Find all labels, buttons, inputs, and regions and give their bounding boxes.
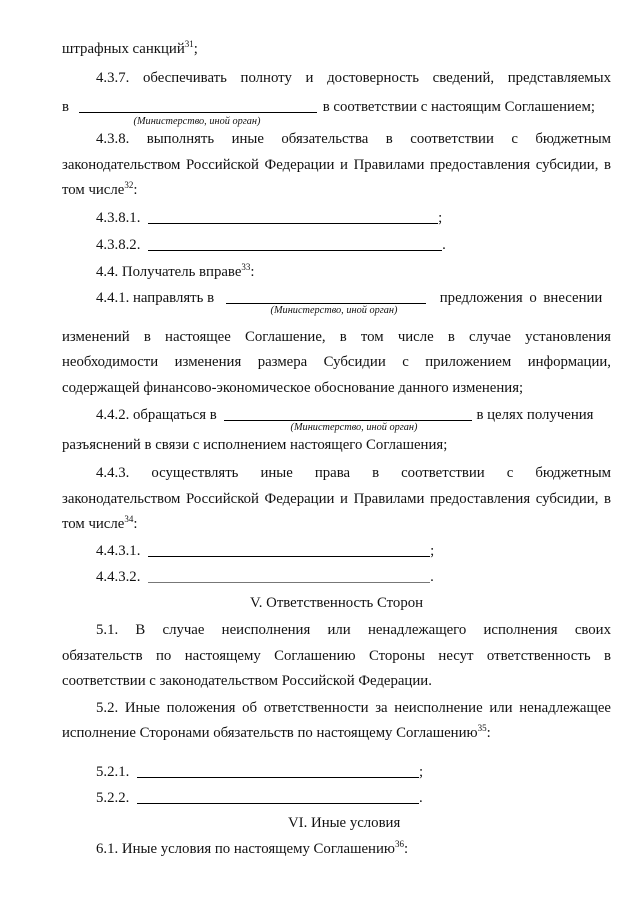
line-text: 6.1. Иные условия по настоящему Соглашению (96, 841, 395, 857)
line-punct: ; (430, 543, 435, 559)
fill-in-blank[interactable] (148, 541, 430, 557)
line-punct: : (250, 264, 255, 280)
footnote-ref: 32 (124, 180, 134, 190)
fill-in-blank[interactable] (148, 235, 442, 251)
line-punct: ; (193, 41, 198, 57)
clause-4-4-3: 4.4.3. осуществлять иные права в соответствии с бюджетным (96, 465, 611, 481)
fill-in-blank[interactable] (148, 208, 438, 224)
line-text: штрафных санкций (62, 41, 185, 57)
text-line (62, 722, 611, 744)
clause-4-3-8-2 (96, 234, 611, 256)
fill-in-blank[interactable] (226, 288, 426, 304)
blank-caption: (Министерство, иной орган) (270, 305, 398, 316)
text-line: необходимости изменения размера Субсидии с приложением информации, (62, 354, 611, 370)
line-punct: : (486, 725, 491, 741)
line-text: 4.4.3.2. (96, 569, 141, 585)
text-line: соответствии с законодательством Российской Федерации. (62, 673, 432, 689)
line-punct: . (419, 790, 423, 806)
footnote-ref: 31 (184, 39, 194, 49)
line-text: 5.2.1. (96, 764, 130, 780)
clause-4-4 (96, 261, 611, 283)
text-line: законодательством Российской Федерации и Правилами предоставления субсидии, в (62, 491, 611, 507)
text-line (62, 179, 611, 201)
clause-6-1 (96, 838, 611, 860)
fill-in-blank[interactable] (137, 762, 419, 778)
clause-5-1: 5.1. В случае неисполнения или ненадлежащего исполнения своих (96, 622, 611, 638)
line-punct: : (133, 182, 138, 198)
text-line: содержащей финансово-экономическое обоснование данного изменения; (62, 380, 524, 396)
clause-4-3-7: 4.3.7. обеспечивать полноту и достоверность сведений, представляемых (96, 70, 611, 86)
line-punct: ; (419, 764, 424, 780)
line-text: в (62, 99, 69, 115)
clause-4-4-3-2 (96, 566, 611, 588)
text-line: разъяснений в связи с исполнением настоящего Соглашения; (62, 437, 448, 453)
text-line: законодательством Российской Федерации и Правилами предоставления субсидии, в (62, 157, 611, 173)
line-text: 4.3.8.1. (96, 210, 141, 226)
line-punct: ; (438, 210, 443, 226)
line-text: том числе (62, 182, 125, 198)
footnote-ref: 33 (241, 262, 251, 272)
fill-in-blank[interactable] (148, 567, 430, 583)
clause-4-3-8: 4.3.8. выполнять иные обязательства в соответствии с бюджетным (96, 131, 611, 147)
text-line (62, 513, 611, 535)
line-text: 4.3.8.2. (96, 237, 141, 253)
blank-caption: (Министерство, иной орган) (133, 116, 261, 127)
footnote-ref: 35 (477, 723, 487, 733)
line-text: 5.2.2. (96, 790, 130, 806)
section-heading-v: V. Ответственность Сторон (249, 595, 424, 611)
text-line (62, 96, 611, 118)
clause-4-3-8-1 (96, 207, 611, 229)
text-line (62, 38, 611, 60)
section-heading-vi: VI. Иные условия (288, 815, 401, 831)
fill-in-blank[interactable] (79, 97, 317, 113)
clause-5-2: 5.2. Иные положения об ответственности за неисполнение или ненадлежащее (96, 700, 611, 716)
line-text: 4.4.2. обращаться в (96, 407, 217, 423)
clause-5-2-2 (96, 787, 611, 809)
text-line: изменений в настоящее Соглашение, в том числе в случае установления (62, 329, 611, 345)
clause-4-4-3-1 (96, 540, 611, 562)
line-text: в соответствии с настоящим Соглашением; (322, 99, 595, 115)
clause-5-2-1 (96, 761, 611, 783)
blank-caption: (Министерство, иной орган) (290, 422, 418, 433)
line-punct: . (442, 237, 446, 253)
line-text: 4.4.3.1. (96, 543, 141, 559)
line-text: 4.4. Получатель вправе (96, 264, 242, 280)
line-text: том числе (62, 516, 125, 532)
line-text: в целях получения (476, 407, 594, 423)
footnote-ref: 34 (124, 514, 134, 524)
fill-in-blank[interactable] (224, 405, 472, 421)
text-line: обязательств по настоящему Соглашению Стороны несут ответственность в (62, 648, 611, 664)
line-punct: : (403, 841, 409, 857)
fill-in-blank[interactable] (137, 788, 419, 804)
line-punct: . (430, 569, 434, 585)
line-text: предложения о внесении (439, 290, 603, 306)
line-text: 4.4.1. направлять в (96, 290, 215, 306)
line-text: исполнение Сторонами обязательств по настоящему Соглашению (62, 725, 478, 741)
footnote-ref: 36 (394, 839, 404, 849)
line-punct: : (133, 516, 138, 532)
